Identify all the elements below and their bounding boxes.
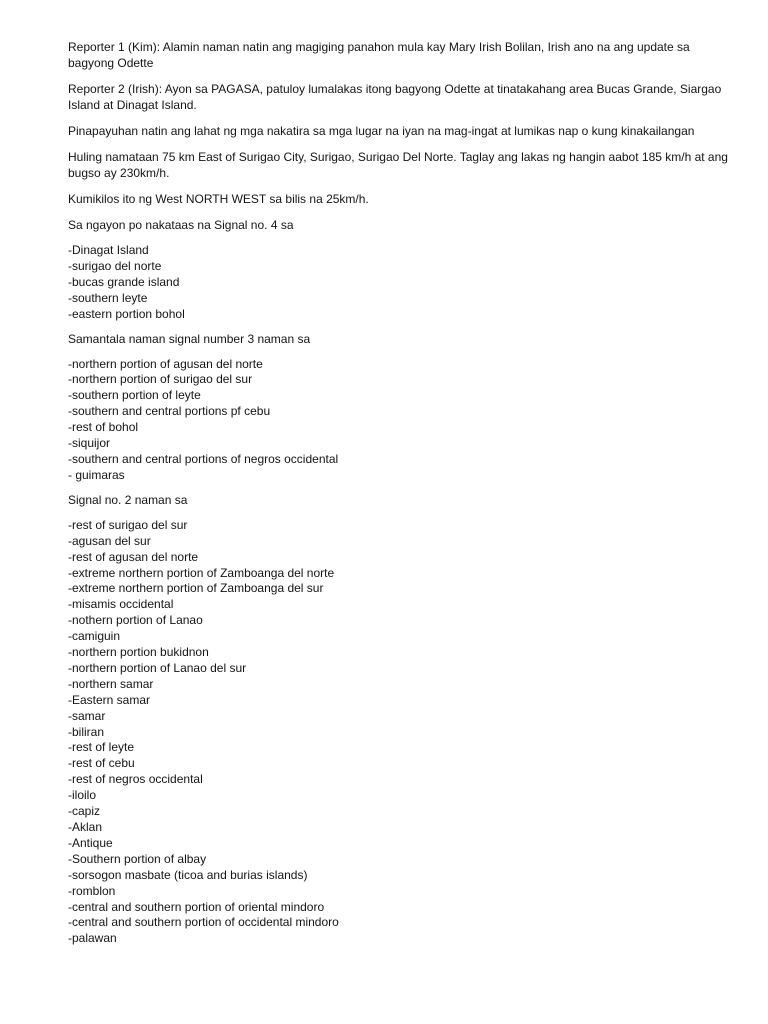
area-item: - guimaras bbox=[68, 467, 125, 482]
area-item: -rest of surigao del sur bbox=[68, 517, 188, 532]
area-item: -sorsogon masbate (ticoa and burias islands) bbox=[68, 867, 308, 882]
area-item: -samar bbox=[68, 708, 106, 723]
signal3-list bbox=[68, 357, 728, 484]
area-item: -southern leyte bbox=[68, 290, 148, 305]
area-item: -northern portion of agusan del norte bbox=[68, 356, 263, 371]
area-item: -capiz bbox=[68, 804, 101, 819]
reporter2-paragraph: Reporter 2 (Irish): Ayon sa PAGASA, patuloy lumalakas itong bagyong Odette at tinatakahang area Bucas Grande, Siargao Island at Dinagat Island. bbox=[68, 82, 722, 112]
area-item: -Antique bbox=[68, 835, 113, 850]
area-item: -rest of bohol bbox=[68, 420, 139, 435]
reporter1-paragraph: Reporter 1 (Kim): Alamin naman natin ang magiging panahon mula kay Mary Irish Bolilan, Irish ano na ang update sa bagyong Odette bbox=[68, 40, 690, 70]
area-item: -Southern portion of albay bbox=[68, 851, 207, 866]
area-item: -northern portion bukidnon bbox=[68, 645, 209, 660]
area-item: -rest of cebu bbox=[68, 756, 135, 771]
area-item: -eastern portion bohol bbox=[68, 306, 185, 321]
area-item: -bucas grande island bbox=[68, 274, 180, 289]
area-item: -biliran bbox=[68, 724, 105, 739]
area-item: -iloilo bbox=[68, 788, 97, 803]
location-paragraph: Huling namataan 75 km East of Surigao City, Surigao, Surigao Del Norte. Taglay ang lakas ng hangin aabot 185 km/h at ang bugso ay 230km/h. bbox=[68, 150, 728, 180]
advice-paragraph: Pinapayuhan natin ang lahat ng mga nakatira sa mga lugar na iyan na mag-ingat at lumikas nap o kung kinakailangan bbox=[68, 124, 695, 138]
movement-paragraph: Kumikilos ito ng West NORTH WEST sa bilis na 25km/h. bbox=[68, 192, 369, 206]
area-item: -romblon bbox=[68, 883, 116, 898]
area-item: -extreme northern portion of Zamboanga del sur bbox=[68, 581, 324, 596]
signal4-heading: Sa ngayon po nakataas na Signal no. 4 sa bbox=[68, 218, 294, 232]
area-item: -northern portion of surigao del sur bbox=[68, 372, 253, 387]
area-item: -southern and central portions pf cebu bbox=[68, 404, 271, 419]
signal4-list bbox=[68, 243, 728, 323]
area-item: -rest of negros occidental bbox=[68, 772, 203, 787]
area-item: -central and southern portion of oriental mindoro bbox=[68, 899, 325, 914]
area-item: -Dinagat Island bbox=[68, 243, 149, 257]
area-item: -southern and central portions of negros occidental bbox=[68, 451, 339, 466]
area-item: -rest of leyte bbox=[68, 740, 135, 755]
area-item: -extreme northern portion of Zamboanga del norte bbox=[68, 565, 335, 580]
area-item: -southern portion of leyte bbox=[68, 388, 201, 403]
signal3-heading: Samantala naman signal number 3 naman sa bbox=[68, 331, 311, 346]
area-item: -surigao del norte bbox=[68, 258, 162, 273]
area-item: -palawan bbox=[68, 931, 117, 946]
area-item: -Aklan bbox=[68, 820, 103, 834]
area-item: -Eastern samar bbox=[68, 692, 151, 707]
area-item: -siquijor bbox=[68, 436, 111, 451]
area-item: -central and southern portion of occidental mindoro bbox=[68, 915, 339, 930]
document-page bbox=[68, 39, 728, 955]
area-item: -agusan del sur bbox=[68, 533, 151, 548]
area-item: -northern samar bbox=[68, 676, 154, 691]
area-item: -northern portion of Lanao del sur bbox=[68, 660, 247, 675]
signal2-heading: Signal no. 2 naman sa bbox=[68, 492, 188, 507]
signal2-list bbox=[68, 518, 728, 947]
area-item: -camiguin bbox=[68, 629, 121, 644]
area-item: -misamis occidental bbox=[68, 597, 174, 612]
area-item: -rest of agusan del norte bbox=[68, 549, 199, 564]
area-item: -nothern portion of Lanao bbox=[68, 613, 203, 628]
